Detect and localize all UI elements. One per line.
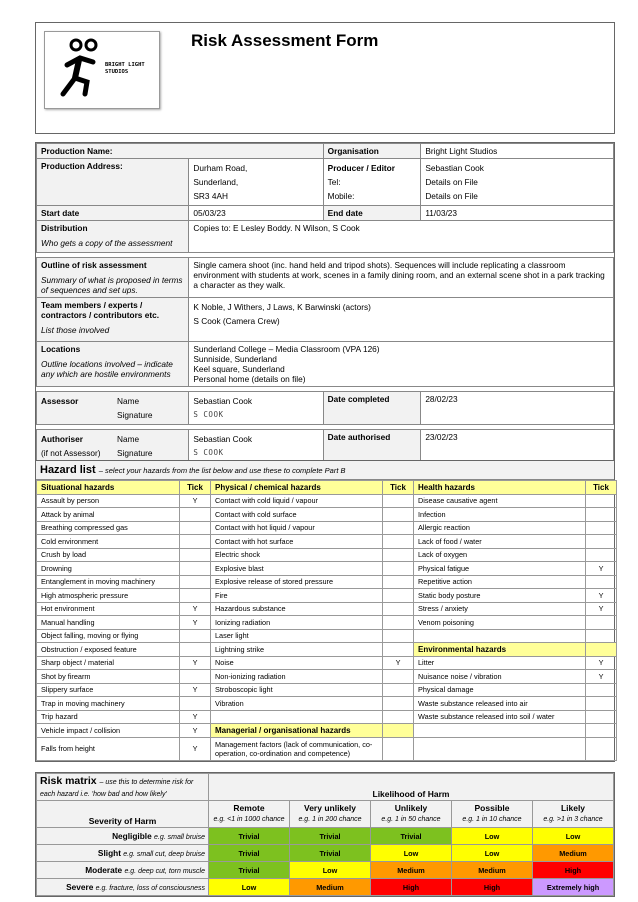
severity-row <box>37 845 614 862</box>
health-hazard: Stress / anxiety <box>414 602 586 616</box>
hazard-row <box>37 656 617 670</box>
severity-name: Moderate <box>85 865 123 875</box>
organisation-value: Bright Light Studios <box>421 144 614 159</box>
hazard-row <box>37 562 617 576</box>
form-header <box>35 22 615 134</box>
physical-hazard: Non-ionizing radiation <box>211 670 383 684</box>
situational-hazard: Drowning <box>37 562 180 576</box>
situational-hazard: Assault by person <box>37 494 180 508</box>
risk-level-cell: Trivial <box>290 845 371 862</box>
situational-hazard: Vehicle impact / collision <box>37 724 180 738</box>
environmental-empty <box>414 737 586 760</box>
hazard-row <box>37 697 617 711</box>
severity-row <box>37 862 614 879</box>
hazard-row <box>37 535 617 549</box>
risk-level-cell: Medium <box>533 845 614 862</box>
environmental-hazard: Litter <box>414 656 586 670</box>
physical-hazard: Explosive blast <box>211 562 383 576</box>
managerial-tick-header <box>383 724 414 738</box>
physical-hazard: Lightning strike <box>211 643 383 657</box>
physical-hazard: Contact with hot surface <box>211 535 383 549</box>
environmental-tick <box>586 683 617 697</box>
physical-tick <box>383 494 414 508</box>
managerial-hazard: Management factors (lack of communication, co-operation, co-ordination and competence) <box>211 737 383 760</box>
health-hazard: Repetitive action <box>414 575 586 589</box>
severity-row <box>37 879 614 896</box>
environmental-header: Environmental hazards <box>414 643 586 657</box>
situational-tick <box>180 575 211 589</box>
situational-hazard: Sharp object / material <box>37 656 180 670</box>
situational-hazard: Trap in moving machinery <box>37 697 180 711</box>
health-hazard: Lack of oxygen <box>414 548 586 562</box>
hazard-subtitle: – select your hazards from the list below and use these to complete Part B <box>98 466 346 475</box>
page-title: Risk Assessment Form <box>191 31 379 50</box>
risk-level-cell: Low <box>371 845 452 862</box>
severity-example: e.g. fracture, loss of consciousness <box>95 885 205 892</box>
environmental-hazard: Waste substance released into air <box>414 697 586 711</box>
likelihood-column-header <box>533 801 614 828</box>
severity-label <box>37 879 209 896</box>
hazard-row <box>37 670 617 684</box>
outline-hint: Summary of what is proposed in terms of sequences and set ups. <box>41 275 183 295</box>
physical-hazard: Ionizing radiation <box>211 616 383 630</box>
situational-hazard: Object falling, moving or flying <box>37 629 180 643</box>
outline-label: Outline of risk assessment <box>41 260 147 270</box>
outline-value: Single camera shoot (inc. hand held and tripod shots). Sequences will include replicating a classroom environment with students at work, scenes in a family dining room, and an external scene shot in a park tracking a character as they walk. <box>189 258 614 298</box>
physical-hazard: Noise <box>211 656 383 670</box>
situational-hazard: Attack by animal <box>37 508 180 522</box>
situational-tick <box>180 521 211 535</box>
assessor-label: Assessor <box>41 396 79 406</box>
health-empty-tick <box>586 629 617 643</box>
likelihood-column-header <box>290 801 371 828</box>
row-team <box>37 298 614 342</box>
assessor-name: Sebastian Cook <box>193 396 252 406</box>
severity-header: Severity of Harm <box>37 801 209 828</box>
physical-tick <box>383 670 414 684</box>
health-tick: Y <box>586 589 617 603</box>
severity-example: e.g. small cut, deep bruise <box>123 851 205 858</box>
physical-tick <box>383 683 414 697</box>
situational-tick <box>180 643 211 657</box>
physical-tick <box>383 602 414 616</box>
managerial-header: Managerial / organisational hazards <box>211 724 383 738</box>
end-date-value: 11/03/23 <box>421 206 614 221</box>
mobile-label: Mobile: <box>327 191 355 201</box>
health-tick <box>586 521 617 535</box>
physical-tick <box>383 508 414 522</box>
hazard-list <box>35 460 615 762</box>
location-line: Personal home (details on file) <box>193 374 306 384</box>
situational-tick: Y <box>180 724 211 738</box>
row-locations <box>37 342 614 387</box>
environmental-tick: Y <box>586 656 617 670</box>
hazard-row <box>37 629 617 643</box>
assessor-signature-label: Signature <box>117 410 153 420</box>
production-info <box>35 142 615 464</box>
health-tick <box>586 548 617 562</box>
hazard-row <box>37 737 617 760</box>
health-tick: Y <box>586 562 617 576</box>
authoriser-signature-label: Signature <box>117 448 153 458</box>
situational-tick <box>180 562 211 576</box>
risk-level-cell: Medium <box>452 862 533 879</box>
likelihood-name: Remote <box>233 803 265 813</box>
physical-empty-tick <box>383 710 414 724</box>
physical-empty <box>211 710 383 724</box>
hazard-row <box>37 494 617 508</box>
row-assessor <box>37 392 614 425</box>
severity-row <box>37 828 614 845</box>
tick-header: Tick <box>180 481 211 495</box>
hazard-title-text: Hazard list <box>40 464 96 476</box>
environmental-empty <box>414 724 586 738</box>
situational-tick: Y <box>180 710 211 724</box>
physical-tick <box>383 589 414 603</box>
physical-tick <box>383 616 414 630</box>
situational-hazard: Hot environment <box>37 602 180 616</box>
situational-hazard: High atmospheric pressure <box>37 589 180 603</box>
likelihood-example: e.g. 1 in 200 chance <box>298 816 362 823</box>
row-dates <box>37 206 614 221</box>
environmental-empty-tick <box>586 737 617 760</box>
likelihood-name: Possible <box>474 803 510 813</box>
physical-tick <box>383 643 414 657</box>
physical-tick <box>383 697 414 711</box>
health-tick <box>586 616 617 630</box>
severity-label <box>37 845 209 862</box>
situational-tick: Y <box>180 737 211 760</box>
date-completed-value: 28/02/23 <box>421 392 614 425</box>
hazard-row <box>37 683 617 697</box>
environmental-empty-tick <box>586 724 617 738</box>
risk-level-cell: Trivial <box>209 845 290 862</box>
mobile-value: Details on File <box>425 191 478 201</box>
risk-level-cell: Low <box>533 828 614 845</box>
address-line: Durham Road, <box>193 163 248 173</box>
situational-hazard: Obstruction / exposed feature <box>37 643 180 657</box>
health-tick <box>586 575 617 589</box>
environmental-hazard: Waste substance released into soil / water <box>414 710 586 724</box>
situational-tick <box>180 508 211 522</box>
severity-name: Severe <box>66 882 94 892</box>
assessor-name-label: Name <box>117 396 140 406</box>
likelihood-example: e.g. 1 in 10 chance <box>462 816 522 823</box>
physical-hazard: Stroboscopic light <box>211 683 383 697</box>
authoriser-label: Authoriser <box>41 434 83 444</box>
date-authorised-label: Date authorised <box>323 430 421 463</box>
health-tick <box>586 494 617 508</box>
authoriser-name: Sebastian Cook <box>193 434 252 444</box>
environmental-tick <box>586 697 617 711</box>
address-line: Sunderland, <box>193 177 239 187</box>
date-authorised-value: 23/02/23 <box>421 430 614 463</box>
logo-wordmark <box>105 62 155 76</box>
severity-label <box>37 828 209 845</box>
severity-name: Slight <box>97 848 121 858</box>
risk-level-cell: Trivial <box>371 828 452 845</box>
environmental-hazard: Nuisance noise / vibration <box>414 670 586 684</box>
managerial-tick <box>383 737 414 760</box>
risk-level-cell: Medium <box>371 862 452 879</box>
situational-tick <box>180 629 211 643</box>
physical-hazard: Fire <box>211 589 383 603</box>
likelihood-name: Unlikely <box>394 803 428 813</box>
health-hazard: Allergic reaction <box>414 521 586 535</box>
team-label: Team members / experts / contractors / contributors etc. <box>41 300 160 320</box>
hazard-row <box>37 589 617 603</box>
tick-header: Tick <box>586 481 617 495</box>
physical-hazard: Contact with cold surface <box>211 508 383 522</box>
authoriser-signature: S COOK <box>193 448 224 457</box>
hazard-header-row <box>37 481 617 495</box>
logo-line-2: STUDIOS <box>105 69 129 75</box>
situational-hazard: Slippery surface <box>37 683 180 697</box>
health-hazard: Physical fatigue <box>414 562 586 576</box>
physical-hazard: Contact with cold liquid / vapour <box>211 494 383 508</box>
situational-tick <box>180 548 211 562</box>
risk-level-cell: Low <box>290 862 371 879</box>
severity-example: e.g. small bruise <box>154 834 205 841</box>
production-name-label: Production Name: <box>37 144 324 159</box>
health-tick: Y <box>586 602 617 616</box>
health-hazard: Lack of food / water <box>414 535 586 549</box>
risk-matrix <box>35 772 615 897</box>
row-authoriser <box>37 430 614 463</box>
environmental-hazard: Physical damage <box>414 683 586 697</box>
risk-level-cell: Trivial <box>209 862 290 879</box>
situational-tick <box>180 670 211 684</box>
situational-header: Situational hazards <box>37 481 180 495</box>
situational-tick: Y <box>180 494 211 508</box>
risk-level-cell: High <box>533 862 614 879</box>
situational-tick <box>180 589 211 603</box>
hazard-row <box>37 548 617 562</box>
locations-hint: Outline locations involved – indicate any which are hostile environments <box>41 359 173 379</box>
likelihood-column-header <box>371 801 452 828</box>
situational-hazard: Crush by load <box>37 548 180 562</box>
hazard-row <box>37 575 617 589</box>
environmental-tick-header <box>586 643 617 657</box>
risk-level-cell: High <box>371 879 452 896</box>
risk-level-cell: High <box>452 879 533 896</box>
severity-example: e.g. deep cut, torn muscle <box>124 868 205 875</box>
situational-hazard: Shot by firearm <box>37 670 180 684</box>
likelihood-column-header <box>452 801 533 828</box>
situational-hazard: Cold environment <box>37 535 180 549</box>
health-hazard: Disease causative agent <box>414 494 586 508</box>
risk-matrix-title <box>37 774 209 801</box>
risk-level-cell: Low <box>452 828 533 845</box>
situational-hazard: Manual handling <box>37 616 180 630</box>
physical-hazard: Laser light <box>211 629 383 643</box>
health-tick <box>586 508 617 522</box>
physical-tick <box>383 629 414 643</box>
hazard-row <box>37 710 617 724</box>
likelihood-name: Likely <box>560 803 586 813</box>
hazard-row <box>37 602 617 616</box>
situational-hazard: Falls from height <box>37 737 180 760</box>
location-line: Keel square, Sunderland <box>193 364 285 374</box>
situational-tick: Y <box>180 656 211 670</box>
likelihood-header: Likelihood of Harm <box>209 774 614 801</box>
logo-line-1: BRIGHT LIGHT <box>105 62 145 68</box>
address-label: Production Address: <box>37 159 189 206</box>
matrix-subtitle: – use this to determine risk for each hazard i.e. 'how bad and how likely' <box>40 779 194 798</box>
likelihood-name: Very unlikely <box>304 803 356 813</box>
health-hazard: Venom poisoning <box>414 616 586 630</box>
start-date-label: Start date <box>37 206 189 221</box>
environmental-tick: Y <box>586 670 617 684</box>
hazard-row <box>37 508 617 522</box>
locations-label: Locations <box>41 344 81 354</box>
situational-tick <box>180 535 211 549</box>
date-completed-label: Date completed <box>323 392 421 425</box>
assessor-signature: S COOK <box>193 410 224 419</box>
situational-tick <box>180 697 211 711</box>
risk-level-cell: Low <box>452 845 533 862</box>
likelihood-column-header <box>209 801 290 828</box>
tel-value: Details on File <box>425 177 478 187</box>
physical-tick <box>383 521 414 535</box>
distribution-hint: Who gets a copy of the assessment <box>41 238 173 248</box>
physical-tick <box>383 575 414 589</box>
hazard-row <box>37 643 617 657</box>
start-date-value: 05/03/23 <box>189 206 323 221</box>
physical-header: Physical / chemical hazards <box>211 481 383 495</box>
row-outline <box>37 258 614 298</box>
situational-hazard: Entanglement in moving machinery <box>37 575 180 589</box>
situational-tick: Y <box>180 602 211 616</box>
likelihood-example: e.g. >1 in 3 chance <box>543 816 603 823</box>
distribution-label: Distribution <box>41 223 88 233</box>
hazard-row <box>37 724 617 738</box>
matrix-title-text: Risk matrix <box>40 775 97 787</box>
risk-level-cell: Extremely high <box>533 879 614 896</box>
situational-hazard: Trip hazard <box>37 710 180 724</box>
authoriser-name-label: Name <box>117 434 140 444</box>
likelihood-example: e.g. <1 in 1000 chance <box>213 816 285 823</box>
likelihood-example: e.g. 1 in 50 chance <box>381 816 441 823</box>
location-line: Sunderland College – Media Classroom (VPA 126) <box>193 344 380 354</box>
tick-header: Tick <box>383 481 414 495</box>
team-hint: List those involved <box>41 325 110 335</box>
severity-label <box>37 862 209 879</box>
risk-level-cell: Trivial <box>209 828 290 845</box>
environmental-tick <box>586 710 617 724</box>
severity-name: Negligible <box>112 831 152 841</box>
risk-level-cell: Trivial <box>290 828 371 845</box>
physical-tick <box>383 535 414 549</box>
distribution-value: Copies to: E Lesley Boddy. N Wilson, S Cook <box>189 221 614 253</box>
team-line: K Noble, J Withers, J Laws, K Barwinski (actors) <box>193 302 371 312</box>
end-date-label: End date <box>323 206 421 221</box>
health-header: Health hazards <box>414 481 586 495</box>
organisation-label: Organisation <box>323 144 421 159</box>
authoriser-hint: (if not Assessor) <box>41 448 101 458</box>
physical-tick: Y <box>383 656 414 670</box>
row-production-name <box>37 144 614 159</box>
row-distribution <box>37 221 614 253</box>
hazard-list-title <box>36 461 614 480</box>
risk-level-cell: Medium <box>290 879 371 896</box>
team-line: S Cook (Camera Crew) <box>193 316 280 326</box>
hazard-row <box>37 521 617 535</box>
row-address <box>37 159 614 206</box>
health-tick <box>586 535 617 549</box>
company-logo <box>44 31 160 109</box>
hazard-row <box>37 616 617 630</box>
address-line: SR3 4AH <box>193 191 228 201</box>
physical-hazard: Contact with hot liquid / vapour <box>211 521 383 535</box>
producer-value: Sebastian Cook <box>425 163 484 173</box>
location-line: Sunniside, Sunderland <box>193 354 277 364</box>
physical-hazard: Electric shock <box>211 548 383 562</box>
situational-hazard: Breathing compressed gas <box>37 521 180 535</box>
physical-hazard: Explosive release of stored pressure <box>211 575 383 589</box>
health-hazard: Static body posture <box>414 589 586 603</box>
situational-tick: Y <box>180 616 211 630</box>
physical-tick <box>383 562 414 576</box>
tel-label: Tel: <box>327 177 341 187</box>
producer-label: Producer / Editor <box>327 163 395 173</box>
physical-hazard: Vibration <box>211 697 383 711</box>
risk-level-cell: Low <box>209 879 290 896</box>
health-hazard: Infection <box>414 508 586 522</box>
physical-hazard: Hazardous substance <box>211 602 383 616</box>
situational-tick: Y <box>180 683 211 697</box>
health-empty <box>414 629 586 643</box>
physical-tick <box>383 548 414 562</box>
